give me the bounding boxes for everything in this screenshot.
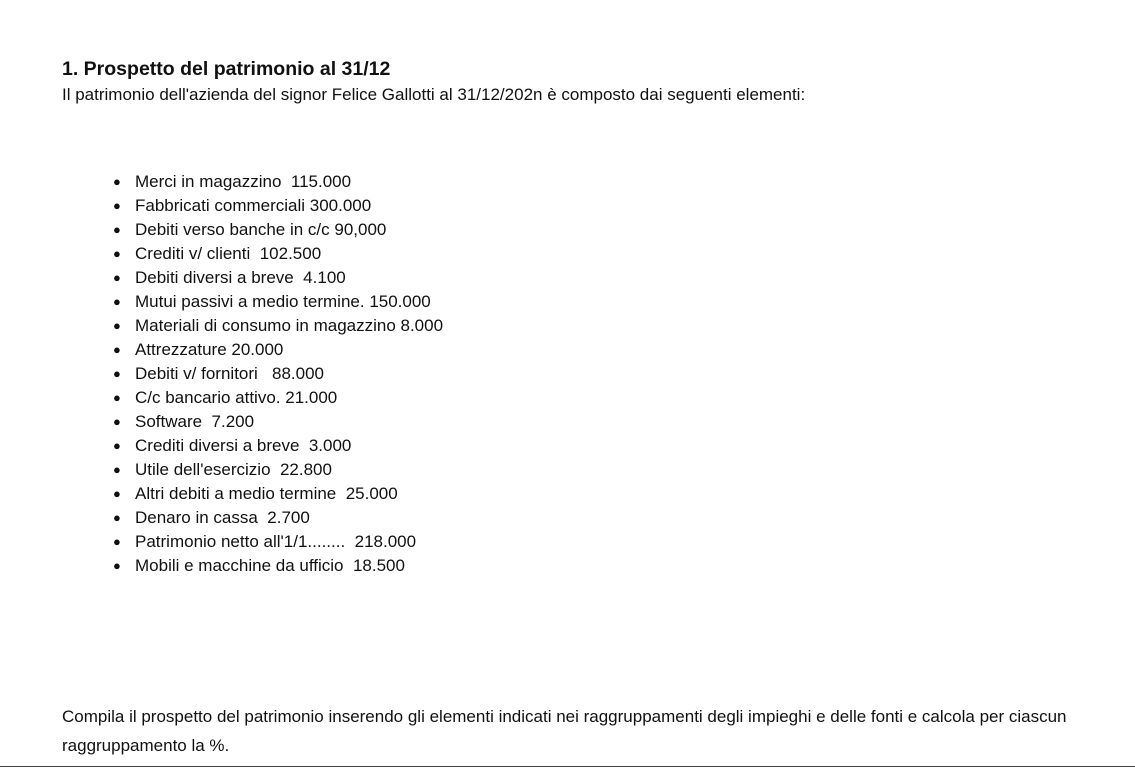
bullet-icon: ●	[113, 534, 121, 549]
list-item-text: Mobili e macchine da ufficio 18.500	[135, 556, 405, 575]
list-item-text: Merci in magazzino 115.000	[135, 172, 352, 191]
bullet-icon: ●	[113, 246, 121, 261]
list-item-text: Fabbricati commerciali 300.000	[135, 196, 372, 215]
list-item-text: Attrezzature 20.000	[135, 340, 284, 359]
intro-paragraph: Il patrimonio dell'azienda del signor Felice Gallotti al 31/12/202n è composto dai seguenti elementi:	[62, 85, 806, 104]
list-item-text: Altri debiti a medio termine 25.000	[135, 484, 398, 503]
list-item-text: Debiti verso banche in c/c 90,000	[135, 220, 387, 239]
bullet-icon: ●	[113, 390, 121, 405]
bullet-icon: ●	[113, 294, 121, 309]
bullet-icon: ●	[113, 366, 121, 381]
list-item-text: Patrimonio netto all'1/1........ 218.000	[135, 532, 417, 551]
list-item-text: Denaro in cassa 2.700	[135, 508, 310, 527]
bullet-icon: ●	[113, 486, 121, 501]
exercise-title: 1. Prospetto del patrimonio al 31/12	[62, 58, 391, 80]
instructions-paragraph: Compila il prospetto del patrimonio inserendo gli elementi indicati nei raggruppamenti degli impieghi e delle fonti e calcola per ciascun raggruppamento la %.	[62, 707, 1067, 755]
list-item-text: Software 7.200	[135, 412, 255, 431]
bottom-divider	[0, 766, 1135, 767]
bullet-icon: ●	[113, 438, 121, 453]
bullet-icon: ●	[113, 510, 121, 525]
list-item-text: Utile dell'esercizio 22.800	[135, 460, 332, 479]
bullet-icon: ●	[113, 222, 121, 237]
bullet-icon: ●	[113, 558, 121, 573]
list-item-text: Mutui passivi a medio termine. 150.000	[135, 292, 431, 311]
bullet-icon: ●	[113, 462, 121, 477]
list-item-text: C/c bancario attivo. 21.000	[135, 388, 338, 407]
bullet-icon: ●	[113, 270, 121, 285]
bullet-icon: ●	[113, 414, 121, 429]
list-item-text: Materiali di consumo in magazzino 8.000	[135, 316, 444, 335]
list-item-text: Crediti diversi a breve 3.000	[135, 436, 352, 455]
bullet-icon: ●	[113, 174, 121, 189]
list-item-text: Crediti v/ clienti 102.500	[135, 244, 322, 263]
list-item-text: Debiti diversi a breve 4.100	[135, 268, 346, 287]
bullet-icon: ●	[113, 198, 121, 213]
bullet-icon: ●	[113, 318, 121, 333]
list-item-text: Debiti v/ fornitori 88.000	[135, 364, 324, 383]
bullet-icon: ●	[113, 342, 121, 357]
